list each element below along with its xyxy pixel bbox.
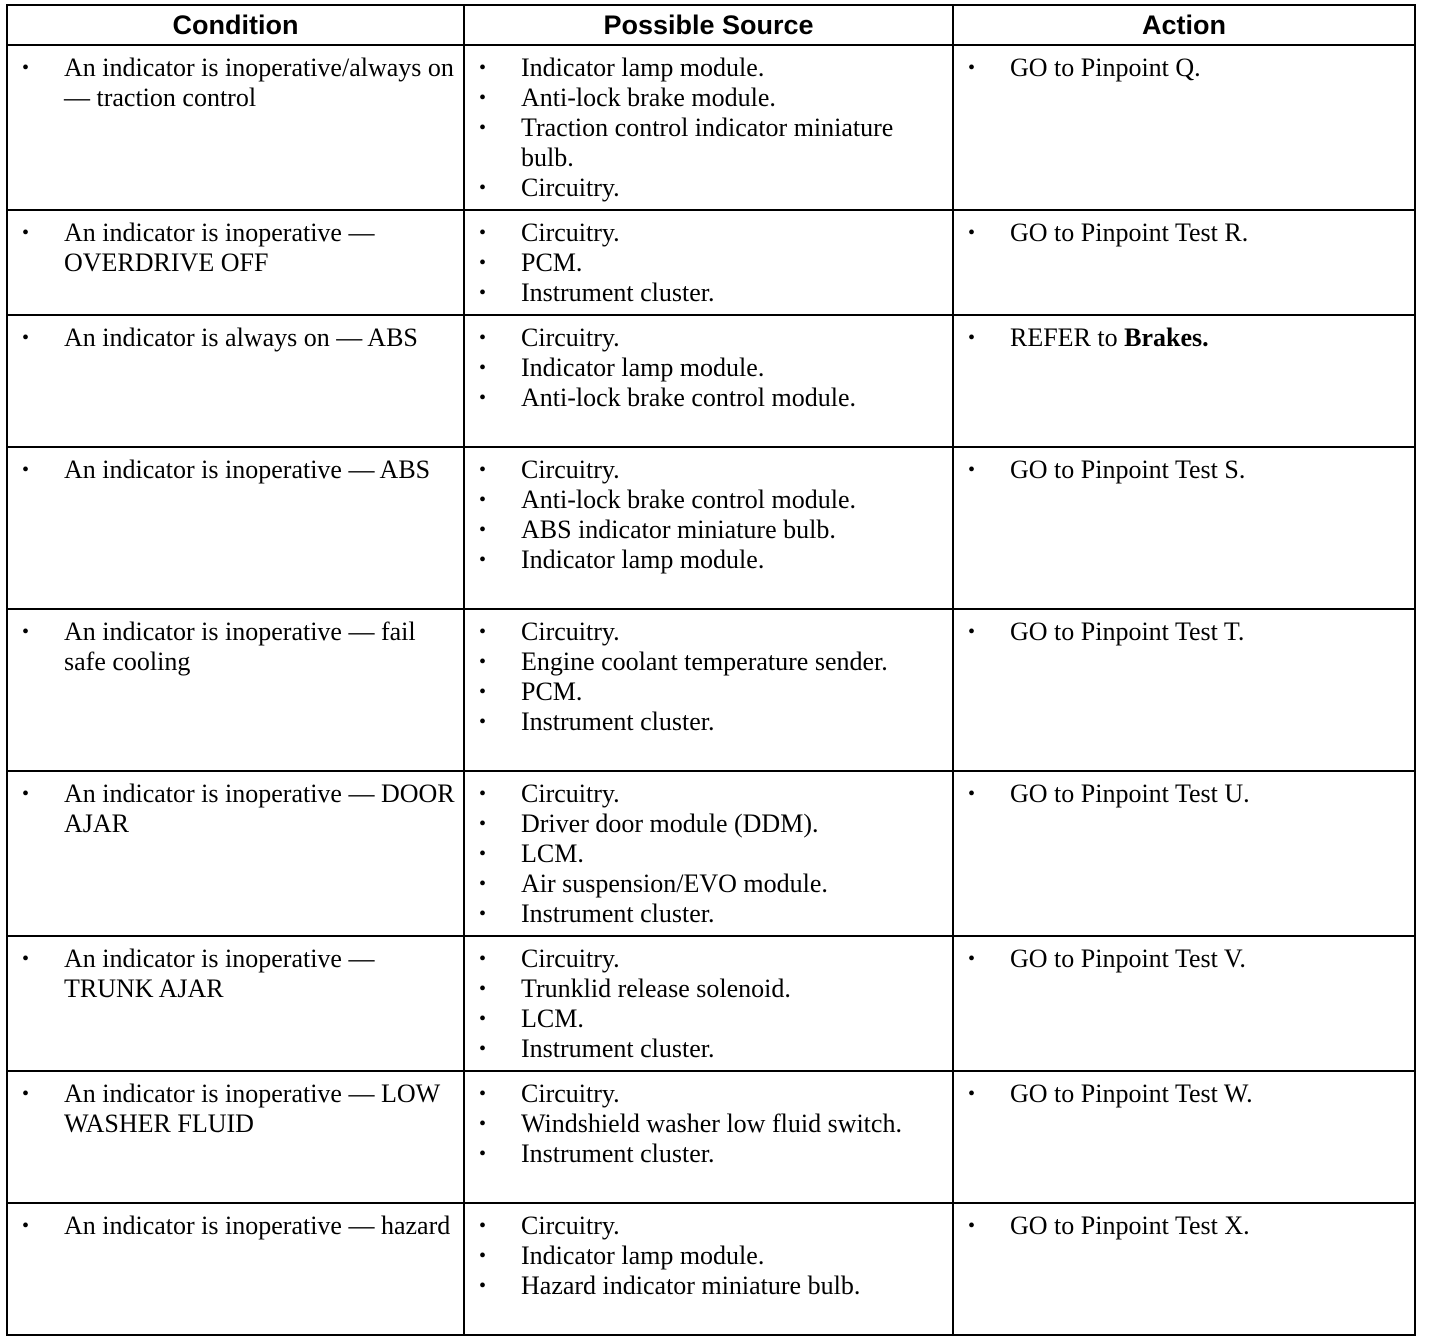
table-row	[7, 936, 1415, 1071]
source-item: • Indicator lamp module.	[479, 1241, 944, 1271]
action-cell	[953, 447, 1415, 609]
source-item: • Circuitry.	[479, 1079, 944, 1109]
source-item: • Indicator lamp module.	[479, 53, 944, 83]
source-item: • Instrument cluster.	[479, 1034, 944, 1064]
source-item: • Instrument cluster.	[479, 278, 944, 308]
source-cell	[464, 1203, 953, 1335]
action-text: • GO to Pinpoint Test W.	[968, 1079, 1406, 1109]
condition-text: • An indicator is inoperative/always on — traction control	[22, 53, 455, 113]
action-cell	[953, 1203, 1415, 1335]
header-possible-source: Possible Source	[464, 5, 953, 45]
source-cell	[464, 771, 953, 936]
condition-cell	[7, 936, 464, 1071]
table-row	[7, 315, 1415, 447]
condition-text: • An indicator is inoperative — OVERDRIVE OFF	[22, 218, 455, 278]
action-text: • GO to Pinpoint Test T.	[968, 617, 1406, 647]
source-item: • ABS indicator miniature bulb.	[479, 515, 944, 545]
action-text: • GO to Pinpoint Test U.	[968, 779, 1406, 809]
source-item: • Anti-lock brake control module.	[479, 383, 944, 413]
table-row	[7, 1203, 1415, 1335]
source-cell	[464, 936, 953, 1071]
source-item: • Circuitry.	[479, 323, 944, 353]
source-item: • Traction control indicator miniature bulb.	[479, 113, 944, 173]
header-action: Action	[953, 5, 1415, 45]
brakes-reference: Brakes.	[1124, 323, 1209, 352]
header-condition: Condition	[7, 5, 464, 45]
source-item: • Driver door module (DDM).	[479, 809, 944, 839]
table-row	[7, 447, 1415, 609]
action-text: • GO to Pinpoint Test R.	[968, 218, 1406, 248]
condition-text: • An indicator is inoperative — DOOR AJAR	[22, 779, 455, 839]
action-cell	[953, 609, 1415, 771]
action-text: • GO to Pinpoint Test S.	[968, 455, 1406, 485]
source-cell	[464, 45, 953, 210]
action-text: • GO to Pinpoint Test X.	[968, 1211, 1406, 1241]
action-cell	[953, 1071, 1415, 1203]
source-item: • Trunklid release solenoid.	[479, 974, 944, 1004]
source-item: • Hazard indicator miniature bulb.	[479, 1271, 944, 1301]
condition-cell	[7, 771, 464, 936]
source-item: • Indicator lamp module.	[479, 353, 944, 383]
source-item: • Instrument cluster.	[479, 1139, 944, 1169]
table-row	[7, 1071, 1415, 1203]
action-text: • GO to Pinpoint Test V.	[968, 944, 1406, 974]
action-cell	[953, 771, 1415, 936]
condition-cell	[7, 210, 464, 315]
action-text: • GO to Pinpoint Q.	[968, 53, 1406, 83]
condition-text: • An indicator is inoperative — fail safe cooling	[22, 617, 455, 677]
source-item: • Instrument cluster.	[479, 899, 944, 929]
condition-cell	[7, 609, 464, 771]
source-item: • Circuitry.	[479, 617, 944, 647]
source-cell	[464, 210, 953, 315]
condition-text: • An indicator is inoperative — LOW WASHER FLUID	[22, 1079, 455, 1139]
table-row	[7, 771, 1415, 936]
source-item: • Circuitry.	[479, 944, 944, 974]
source-item: • Circuitry.	[479, 779, 944, 809]
source-cell	[464, 315, 953, 447]
source-item: • Anti-lock brake control module.	[479, 485, 944, 515]
source-cell	[464, 609, 953, 771]
source-item: • Instrument cluster.	[479, 707, 944, 737]
source-item: • Circuitry.	[479, 173, 944, 203]
table-row	[7, 45, 1415, 210]
condition-text: • An indicator is inoperative — ABS	[22, 455, 455, 485]
source-item: • PCM.	[479, 248, 944, 278]
source-cell	[464, 447, 953, 609]
source-item: • Engine coolant temperature sender.	[479, 647, 944, 677]
action-text	[968, 323, 1406, 353]
action-cell	[953, 45, 1415, 210]
source-item: • Anti-lock brake module.	[479, 83, 944, 113]
condition-cell	[7, 315, 464, 447]
action-cell	[953, 210, 1415, 315]
condition-text: • An indicator is inoperative — TRUNK AJAR	[22, 944, 455, 1004]
source-item: • Windshield washer low fluid switch.	[479, 1109, 944, 1139]
source-item: • Circuitry.	[479, 455, 944, 485]
condition-cell	[7, 45, 464, 210]
condition-cell	[7, 1203, 464, 1335]
table-row	[7, 609, 1415, 771]
source-item: • Indicator lamp module.	[479, 545, 944, 575]
condition-cell	[7, 1071, 464, 1203]
source-item: • Air suspension/EVO module.	[479, 869, 944, 899]
action-prefix: REFER to	[1010, 323, 1125, 352]
source-item: • LCM.	[479, 839, 944, 869]
condition-text: • An indicator is always on — ABS	[22, 323, 455, 353]
table-row	[7, 210, 1415, 315]
action-cell	[953, 936, 1415, 1071]
diagnosis-table	[6, 4, 1416, 1336]
source-item: • Circuitry.	[479, 218, 944, 248]
action-cell	[953, 315, 1415, 447]
header-row	[7, 5, 1415, 45]
source-item: • PCM.	[479, 677, 944, 707]
source-item: • Circuitry.	[479, 1211, 944, 1241]
source-cell	[464, 1071, 953, 1203]
condition-text: • An indicator is inoperative — hazard	[22, 1211, 455, 1241]
condition-cell	[7, 447, 464, 609]
source-item: • LCM.	[479, 1004, 944, 1034]
